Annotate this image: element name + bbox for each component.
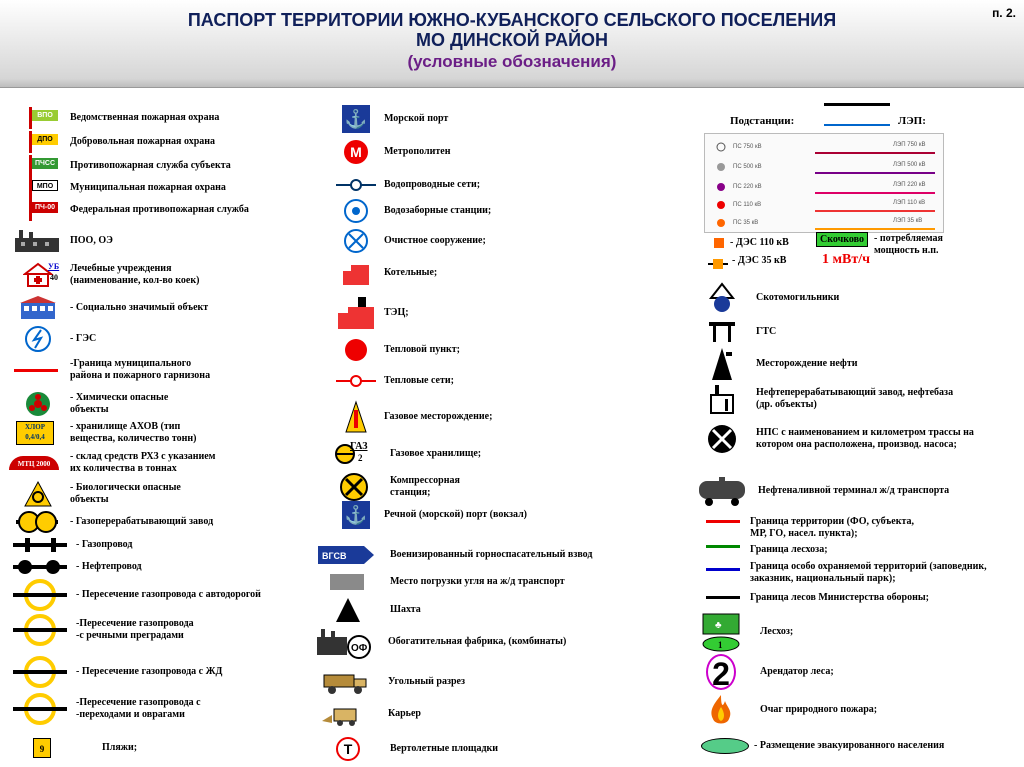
legend-gas-storage	[322, 439, 481, 469]
legend-chem	[14, 389, 168, 419]
legend-label: -Пересечение газопровода -с речными преградами	[76, 618, 194, 641]
legend-label: - ГЭС	[70, 333, 97, 344]
power-value: 1 мВт/ч	[822, 252, 871, 267]
legend-border-territory: Граница территории (ФО, субъекта, МР, ГО, насел. пункта);	[750, 516, 914, 539]
cross-rail-icon	[12, 655, 68, 689]
nps-icon	[702, 422, 742, 456]
anchor-icon: ⚓	[336, 104, 376, 134]
legend-hospital	[14, 260, 199, 290]
legend-label: Метрополитен	[384, 146, 451, 157]
border-protected-line	[706, 568, 740, 571]
legend-label: Водозаборные станции;	[384, 205, 492, 216]
legend-label: Котельные;	[384, 267, 438, 278]
coal-truck-icon	[314, 667, 376, 697]
legend-refinery	[702, 383, 953, 415]
legend-cross-rail	[12, 655, 222, 689]
legend-label: ТЭЦ;	[384, 307, 409, 318]
legend-label: Вертолетные площадки	[390, 743, 499, 754]
svg-text:ОФ: ОФ	[351, 643, 368, 654]
helipad-icon: Т	[320, 734, 376, 764]
legend-mun-border	[10, 355, 210, 385]
compressor-icon	[334, 470, 374, 504]
red-line-icon	[10, 355, 62, 385]
legend-heat-point	[336, 335, 460, 365]
legend-label: Морской порт	[384, 113, 449, 124]
legend-label: Федеральная противопожарная служба	[70, 204, 249, 215]
dpo-flag-icon: ДПО	[25, 131, 59, 153]
legend-label: Очаг природного пожара;	[760, 704, 878, 715]
vpo-flag-icon: ВПО	[25, 107, 59, 129]
legend-label: Арендатор леса;	[760, 666, 834, 677]
legend-label: Водопроводные сети;	[384, 179, 481, 190]
legend-label: НПС с наименованием и километром трассы на котором она расположена, производ. насоса;	[756, 427, 974, 450]
substation-legend-panel: ПС 750 кВ ПС 500 кВ ПС 220 кВ ПС 110 кВ ПС 35 кВ ЛЭП 750 кВ ЛЭП 500 кВ ЛЭП 220 кВ ЛЭП 110 кВ ЛЭП 35 кВ	[704, 133, 944, 233]
legend-label: Шахта	[390, 604, 421, 615]
page-subtitle: МО ДИНСКОЙ РАЙОН	[415, 30, 609, 50]
gts-icon	[702, 317, 742, 347]
legend-rhz	[6, 448, 215, 478]
tank-car-icon	[694, 474, 750, 508]
tec-icon	[336, 295, 376, 331]
legend-label: - Размещение эвакуированного населения	[754, 740, 945, 751]
pchs-flag-icon: ПЧСС	[25, 155, 59, 177]
hydro-power-icon	[14, 324, 62, 354]
legend-label: - Пересечение газопровода с автодорогой	[76, 589, 261, 600]
legend-helipad	[320, 734, 498, 764]
legend-quarry	[314, 699, 421, 729]
legend-label: Скотомогильники	[756, 292, 840, 303]
legend-label: Лесхоз;	[760, 626, 794, 637]
legend-gas-field	[336, 400, 492, 434]
metro-icon: М	[336, 137, 376, 167]
des35-icon	[708, 256, 728, 266]
legend-label: Ведомственная пожарная охрана	[70, 112, 220, 123]
excavator-icon	[314, 699, 376, 729]
building-icon	[14, 293, 62, 323]
legend-label: - Нефтепровод	[76, 561, 142, 572]
legend-leshoz	[698, 612, 793, 652]
legend-border-protected: Граница особо охраняемой территорий (заповедник, заказник, национальный парк);	[750, 561, 987, 584]
header-banner	[0, 0, 1024, 88]
legend-label: Военизированный горноспасательный взвод	[390, 549, 593, 560]
legend-label: Карьер	[388, 708, 421, 719]
legend-coal-load	[318, 567, 565, 597]
mine-icon	[320, 595, 376, 625]
des110-label: - ДЭС 110 кВ	[730, 237, 789, 248]
legend-vgsv	[318, 540, 592, 570]
legend-label: - Газоперерабатывающий завод	[70, 516, 214, 527]
legend-label: - хранилище АХОВ (тип вещества, количество тонн)	[70, 421, 197, 444]
beach-icon: 9	[22, 733, 62, 763]
lep-blue-line	[824, 124, 890, 126]
legend-label: Угольный разрез	[388, 676, 466, 687]
legend-label: ПОО, ОЭ	[70, 235, 113, 246]
oil-field-icon	[702, 346, 742, 382]
legend-bio	[14, 479, 181, 509]
refinery-icon	[702, 383, 742, 415]
legend-cross-road	[12, 578, 261, 612]
page-caption: (условные обозначения)	[407, 52, 617, 71]
legend-label: - склад средств РХЗ с указанием их количества в тоннах	[70, 451, 216, 474]
river-anchor-icon: ⚓	[336, 500, 376, 530]
legend-label: - Биологически опасные объекты	[70, 482, 181, 505]
legend-oil-field	[702, 346, 858, 382]
settlement-box: Скочково	[816, 232, 868, 247]
legend-label: ГТС	[756, 326, 777, 337]
legend-label: Лечебные учреждения (наименование, кол-во коек)	[70, 263, 200, 286]
factory-icon	[12, 226, 62, 256]
legend-water-intake	[336, 196, 491, 226]
legend-river-port	[336, 500, 527, 530]
lep-black-line	[824, 103, 890, 106]
mpo-flag-icon: МПО	[25, 177, 59, 199]
gas-storage-icon: ГАЗ 2	[322, 439, 376, 469]
legend-label: Нефтеналивной терминал ж/д транспорта	[758, 485, 950, 496]
legend-tenant	[698, 652, 834, 692]
svg-text:♣: ♣	[715, 620, 722, 631]
legend-mine	[320, 595, 421, 625]
legend-cattle-burial	[702, 282, 839, 314]
legend-label: Муниципальная пожарная охрана	[70, 182, 226, 193]
legend-label: Газовое хранилище;	[390, 448, 482, 459]
legend-factory-of	[314, 625, 566, 659]
legend-label: -Пересечение газопровода с -переходами и оврагами	[76, 697, 201, 720]
evacuation-icon	[700, 736, 750, 756]
legend-nps	[702, 422, 974, 456]
des110-icon	[714, 238, 724, 248]
legend-border-defense: Граница лесов Министерства обороны;	[750, 592, 929, 603]
legend-label: - Газопровод	[76, 539, 133, 550]
cattle-burial-icon	[702, 282, 742, 314]
border-defense-line	[706, 596, 740, 599]
legend-compressor	[334, 470, 460, 504]
legend-label: - Пересечение газопровода с ЖД	[76, 666, 223, 677]
treatment-icon	[336, 226, 376, 256]
legend-beach	[22, 733, 137, 763]
cross-road-icon	[12, 578, 68, 612]
legend-social-object	[14, 293, 208, 323]
rhz-warehouse-icon: МТЦ 2000	[6, 448, 62, 478]
legend-poo	[12, 226, 113, 256]
legend-label: Место погрузки угля на ж/д транспорт	[390, 576, 565, 587]
legend-tec	[336, 295, 409, 331]
chemical-hazard-icon	[14, 389, 62, 419]
substations-label: Подстанции:	[730, 115, 795, 127]
legend-treatment	[336, 226, 486, 256]
page-number: п. 2.	[992, 6, 1016, 20]
power-label: - потребляемая мощность н.п.	[874, 233, 943, 256]
border-leshoz-line	[706, 545, 740, 548]
legend-fps	[22, 195, 249, 225]
hospital-icon: УБ 40	[14, 260, 62, 290]
legend-cross-ravine	[12, 692, 201, 726]
des35-label: - ДЭС 35 кВ	[732, 255, 787, 266]
legend-label: Обогатительная фабрика, (комбинаты)	[388, 636, 567, 647]
heat-point-icon	[336, 335, 376, 365]
legend-boiler	[336, 258, 437, 288]
vgsv-flag-icon	[318, 540, 376, 570]
svg-text:ВГСВ: ВГСВ	[322, 551, 347, 561]
gas-field-icon	[336, 400, 376, 434]
legend-heat-net	[336, 366, 454, 396]
border-territory-line	[706, 520, 740, 523]
legend-label: - Социально значимый объект	[70, 302, 209, 313]
processing-plant-icon	[314, 625, 376, 659]
legend-coal-pit	[314, 667, 465, 697]
fps-flag-icon: ПЧ-00	[25, 199, 59, 221]
legend-evac	[700, 736, 944, 756]
legend-label: Нефтеперерабатывающий завод, нефтебаза (др. объекты)	[756, 387, 954, 410]
legend-label: Добровольная пожарная охрана	[70, 136, 216, 147]
svg-text:1: 1	[718, 640, 723, 650]
legend-cross-river	[12, 613, 194, 647]
lep-label: ЛЭП:	[898, 115, 926, 127]
legend-ges	[14, 324, 96, 354]
legend-gts	[702, 317, 776, 347]
ahov-box-icon: ХЛОР 0,4/0,4	[8, 418, 62, 448]
legend-ahov	[8, 418, 196, 448]
biohazard-icon	[14, 479, 62, 509]
legend-oil-terminal	[694, 474, 949, 508]
legend-metro	[336, 137, 450, 167]
legend-label: Компрессорная станция;	[390, 475, 460, 498]
tenant-icon: 2	[698, 652, 744, 692]
legend-label: Тепловые сети;	[384, 375, 454, 386]
legend-label: Очистное сооружение;	[384, 235, 486, 246]
water-intake-icon	[336, 196, 376, 226]
coal-load-icon	[318, 567, 376, 597]
legend-border-leshoz: Граница лесхоза;	[750, 544, 828, 555]
legend-label: - Химически опасные объекты	[70, 392, 169, 415]
cross-ravine-icon	[12, 692, 68, 726]
legend-label: Месторождение нефти	[756, 358, 858, 369]
legend-fire	[698, 692, 877, 728]
legend-label: Тепловой пункт;	[384, 344, 460, 355]
leshoz-icon	[698, 612, 744, 652]
legend-label: Речной (морской) порт (вокзал)	[384, 509, 528, 520]
legend-label: -Граница муниципального района и пожарного гарнизона	[70, 358, 211, 381]
page-title: ПАСПОРТ ТЕРРИТОРИИ ЮЖНО-КУБАНСКОГО СЕЛЬСКОГО ПОСЕЛЕНИЯ	[187, 10, 837, 30]
boiler-icon	[336, 258, 376, 288]
legend-label: Газовое месторождение;	[384, 411, 493, 422]
fire-icon	[698, 692, 744, 728]
heat-net-icon	[336, 366, 376, 396]
cross-river-icon	[12, 613, 68, 647]
legend-label: Пляжи;	[102, 742, 138, 753]
legend-sea-port	[336, 104, 448, 134]
legend-label: Противопожарная служба субъекта	[70, 160, 231, 171]
